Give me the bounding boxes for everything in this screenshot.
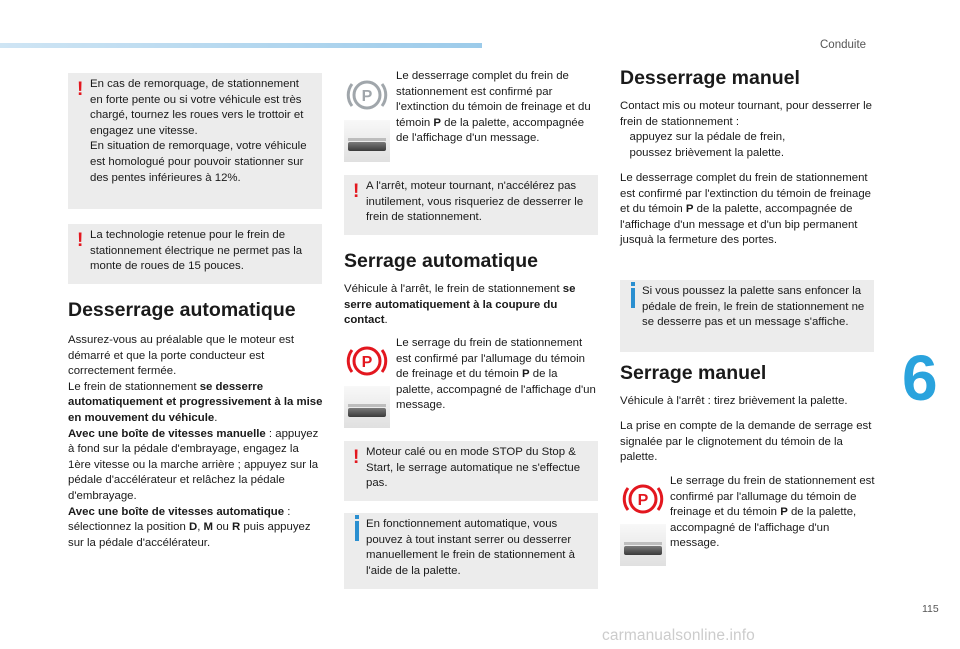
paragraph bbox=[396, 336, 598, 414]
text: . bbox=[384, 314, 388, 327]
text: de la palette, accompagnée de l'affichage d'un message et d'un bip permanent jusquà la fermeture des portes. bbox=[620, 203, 858, 247]
text: : appuyez à fond sur la pédale d'embrayage, engagez la 1ère vitesse ou la marche arrière ; appuyez sur la pédale d'accélérateur et relâchez la pédale d'embrayage. bbox=[68, 427, 319, 502]
emphasis: Avec une boîte de vitesses automatique bbox=[68, 505, 285, 518]
brake-switch-image bbox=[344, 120, 390, 162]
info-box-push-paddle bbox=[620, 280, 874, 352]
text: puis appuyez sur la pédale d'accélérateur. bbox=[68, 521, 311, 549]
parking-brake-red-icon bbox=[344, 338, 390, 384]
warning-text: Moteur calé ou en mode STOP du Stop & Start, le serrage automatique ne s'effectue pas. bbox=[366, 446, 581, 490]
text: ou bbox=[213, 521, 233, 534]
text: Assurez-vous au préalable que le moteur est démarré et que la porte conducteur est correctement fermée. bbox=[68, 334, 295, 378]
warning-text: La technologie retenue pour le frein de stationnement électrique ne permet pas la monte de roues de 15 pouces. bbox=[90, 229, 303, 273]
warning-box-wheels bbox=[68, 224, 322, 284]
parking-brake-on-illustration bbox=[344, 338, 390, 428]
emphasis: se desserre automatiquement et progressivement à la mise en mouvement du véhicule bbox=[68, 380, 323, 424]
paragraph bbox=[620, 171, 878, 249]
text: Le serrage du frein de stationnement est confirmé par l'allumage du témoin de freinage et du témoin bbox=[670, 475, 875, 519]
paragraph: La prise en compte de la demande de serrage est signalée par le clignotement du témoin de la palette. bbox=[620, 420, 872, 464]
chapter-number: 6 bbox=[902, 342, 938, 414]
emphasis: R bbox=[232, 521, 241, 534]
text: de la palette, accompagnée de l'affichage d'un message. bbox=[396, 116, 585, 145]
paragraph bbox=[344, 282, 600, 329]
warning-icon: ! bbox=[77, 230, 84, 251]
emphasis: se serre automatiquement à la coupure du contact bbox=[344, 283, 576, 327]
text: , bbox=[197, 521, 204, 534]
text: Contact mis ou moteur tournant, pour desserrer le frein de stationnement : bbox=[620, 100, 872, 128]
info-icon bbox=[631, 288, 635, 308]
warning-text: A l'arrêt, moteur tournant, n'accélérez pas inutilement, vous risqueriez de desserrer le frein de stationnement. bbox=[366, 180, 584, 224]
page-number: 115 bbox=[922, 603, 939, 615]
info-icon bbox=[355, 521, 359, 541]
paragraph bbox=[396, 69, 596, 147]
warning-icon: ! bbox=[353, 181, 360, 202]
warning-icon: ! bbox=[353, 447, 360, 468]
bullet-text: poussez brièvement la palette. bbox=[629, 146, 784, 159]
heading-desserrage-manuel: Desserrage manuel bbox=[620, 67, 800, 89]
paragraph: Véhicule à l'arrêt : tirez brièvement la palette. bbox=[620, 395, 848, 407]
emphasis: M bbox=[203, 521, 214, 534]
parking-brake-red-icon bbox=[620, 476, 666, 522]
svg-text:P: P bbox=[637, 492, 649, 509]
info-box-manual-override bbox=[344, 513, 598, 589]
heading-serrage-automatique: Serrage automatique bbox=[344, 250, 538, 272]
emphasis: P bbox=[780, 506, 788, 519]
svg-text:P: P bbox=[361, 88, 373, 105]
info-text: Si vous poussez la palette sans enfoncer la pédale de frein, le frein de stationnement ne se desserre pas et un message s'affiche. bbox=[642, 285, 865, 329]
parking-brake-off-illustration bbox=[344, 72, 390, 162]
header-accent-bar bbox=[0, 43, 482, 48]
emphasis: D bbox=[188, 521, 198, 534]
text: Le desserrage complet du frein de stationnement est confirmé par l'extinction du témoin de freinage et du témoin bbox=[396, 70, 591, 129]
paragraph bbox=[620, 99, 878, 161]
warning-text: En cas de remorquage, de stationnement en forte pente ou si votre véhicule est très chargé, tournez les roues vers le trottoir et engagez une vitesse. bbox=[90, 78, 304, 137]
heading-desserrage-automatique: Desserrage automatique bbox=[68, 299, 296, 321]
brake-switch-image bbox=[344, 386, 390, 428]
brake-switch-image bbox=[620, 524, 666, 566]
emphasis: P bbox=[433, 116, 441, 129]
text: de la palette, accompagné de l'affichage d'un message. bbox=[670, 506, 857, 550]
text: Véhicule à l'arrêt, le frein de stationnement bbox=[344, 283, 563, 295]
warning-box-accelerate bbox=[344, 175, 598, 235]
watermark: carmanualsonline.info bbox=[602, 627, 755, 644]
emphasis: P bbox=[685, 203, 694, 216]
text: Le desserrage complet du frein de stationnement est confirmé par l'extinction du témoin de freinage et du témoin bbox=[620, 172, 872, 216]
text: . bbox=[214, 411, 218, 424]
running-head: Conduite bbox=[820, 39, 867, 51]
warning-box-stop-start bbox=[344, 441, 598, 501]
paragraph bbox=[670, 474, 876, 552]
text: Le serrage du frein de stationnement est confirmé par l'allumage du témoin de freinage et du témoin bbox=[396, 337, 585, 381]
paragraph bbox=[68, 333, 324, 551]
info-text: En fonctionnement automatique, vous pouvez à tout instant serrer ou desserrer manuellement le frein de stationnement à l'aide de la palette. bbox=[366, 518, 575, 577]
warning-box-towing bbox=[68, 73, 322, 209]
text: : sélectionnez la position bbox=[68, 505, 291, 534]
parking-brake-grey-icon bbox=[344, 72, 390, 118]
heading-serrage-manuel: Serrage manuel bbox=[620, 362, 767, 384]
svg-text:P: P bbox=[361, 354, 373, 371]
text: Le frein de stationnement bbox=[68, 380, 200, 393]
emphasis: P bbox=[522, 368, 530, 381]
emphasis: Avec une boîte de vitesses manuelle bbox=[68, 427, 266, 440]
warning-text: En situation de remorquage, votre véhicule est homologué pour pouvoir stationner sur des pentes inférieures à 12%. bbox=[90, 140, 307, 184]
text: de la palette, accompagné de l'affichage d'un message. bbox=[396, 368, 596, 412]
warning-icon: ! bbox=[77, 79, 84, 100]
bullet-text: appuyez sur la pédale de frein, bbox=[629, 131, 786, 144]
parking-brake-on-illustration bbox=[620, 476, 666, 566]
